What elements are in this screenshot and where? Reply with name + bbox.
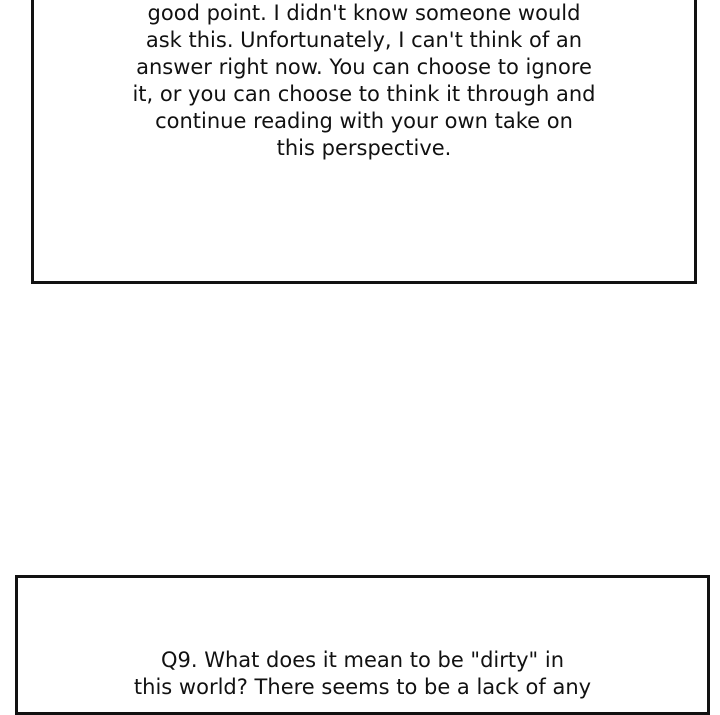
answer-line-2: good point. I didn't know someone would (147, 1, 581, 25)
answer-text-panel (31, 0, 697, 284)
question-line-2: this world? There seems to be a lack of any (133, 675, 592, 699)
answer-line-3: ask this. Unfortunately, I can't think of an (145, 28, 583, 52)
answer-line-7: this perspective. (276, 136, 452, 160)
question-line-1: Q9. What does it mean to be "dirty" in (160, 648, 565, 672)
answer-line-6: continue reading with your own take on (155, 109, 573, 133)
answer-line-4: answer right now. You can choose to ignore (136, 55, 592, 79)
answer-text (34, 0, 694, 162)
question-text (18, 647, 707, 701)
question-text-panel (15, 575, 710, 715)
answer-line-5: it, or you can choose to think it through and (132, 82, 596, 106)
